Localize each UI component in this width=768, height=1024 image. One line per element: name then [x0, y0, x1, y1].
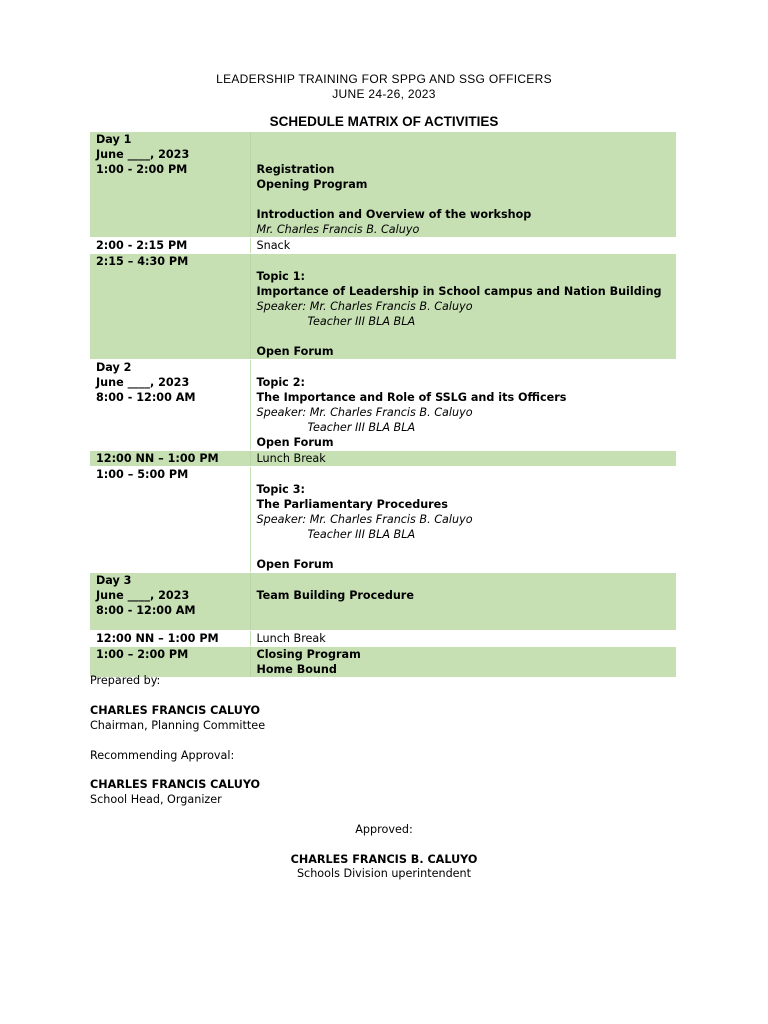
activity-label: Lunch Break: [256, 452, 326, 465]
time-label: 8:00 - 12:00 AM: [96, 604, 196, 617]
speaker-label: Speaker: Mr. Charles Francis B. Caluyo: [256, 300, 473, 313]
approved-label: Approved:: [355, 823, 413, 836]
date-label: June ____, 2023: [96, 589, 190, 602]
time-label: 1:00 – 2:00 PM: [96, 648, 189, 661]
topic-title: Importance of Leadership in School campus and Nation Building: [256, 285, 662, 298]
activity-label: Introduction and Overview of the workshop: [256, 208, 532, 221]
time-cell: [90, 238, 250, 254]
document-title: LEADERSHIP TRAINING FOR SPPG AND SSG OFFICERS: [216, 72, 552, 86]
approved-name: CHARLES FRANCIS B. CALUYO: [290, 853, 478, 866]
approved-title: Schools Division uperintendent: [296, 867, 472, 880]
activity-cell: [250, 360, 676, 451]
open-forum-label: Open Forum: [256, 558, 334, 571]
prepared-by-name: CHARLES FRANCIS CALUYO: [90, 704, 261, 717]
prepared-by-title: Chairman, Planning Committee: [90, 719, 266, 732]
activity-cell: [250, 238, 676, 254]
time-cell: [90, 360, 250, 451]
time-cell: [90, 451, 250, 467]
activity-cell: [250, 573, 676, 631]
recommending-title: School Head, Organizer: [90, 793, 222, 806]
speaker-position: Teacher III BLA BLA: [307, 315, 416, 328]
activity-cell: [250, 631, 676, 647]
date-label: June ____, 2023: [96, 376, 190, 389]
activity-label: Lunch Break: [256, 632, 326, 645]
table-row: [90, 132, 676, 238]
matrix-title: SCHEDULE MATRIX OF ACTIVITIES: [269, 114, 499, 129]
time-cell: [90, 467, 250, 573]
time-label: 2:00 - 2:15 PM: [96, 239, 188, 252]
time-label: 12:00 NN – 1:00 PM: [96, 632, 219, 645]
time-label: 2:15 – 4:30 PM: [96, 255, 189, 268]
speaker-label: Mr. Charles Francis B. Caluyo: [256, 223, 420, 236]
time-cell: [90, 573, 250, 631]
day-label: Day 3: [96, 574, 132, 587]
speaker-position: Teacher III BLA BLA: [307, 528, 416, 541]
topic-title: The Parliamentary Procedures: [256, 498, 448, 511]
topic-number: Topic 1:: [256, 270, 305, 283]
activity-cell: [250, 467, 676, 573]
day-label: Day 1: [96, 133, 132, 146]
table-row: [90, 631, 676, 647]
activity-cell: [250, 647, 676, 678]
topic-title: The Importance and Role of SSLG and its Officers: [256, 391, 567, 404]
table-row: [90, 467, 676, 573]
speaker-label: Speaker: Mr. Charles Francis B. Caluyo: [256, 406, 473, 419]
time-cell: [90, 631, 250, 647]
recommending-label: Recommending Approval:: [90, 749, 235, 762]
topic-number: Topic 3:: [256, 483, 305, 496]
time-cell: [90, 132, 250, 238]
time-label: 1:00 – 5:00 PM: [96, 468, 189, 481]
recommending-name: CHARLES FRANCIS CALUYO: [90, 778, 261, 791]
time-cell: [90, 254, 250, 360]
activity-label: Opening Program: [256, 178, 368, 191]
open-forum-label: Open Forum: [256, 345, 334, 358]
table-row: [90, 573, 676, 631]
activity-label: Snack: [256, 239, 291, 252]
schedule-table: [90, 131, 676, 678]
prepared-by-label: Prepared by:: [90, 674, 161, 687]
document-dates: JUNE 24-26, 2023: [332, 87, 436, 101]
activity-cell: [250, 132, 676, 238]
activity-cell: [250, 254, 676, 360]
open-forum-label: Open Forum: [256, 436, 334, 449]
activity-label: Home Bound: [256, 663, 337, 676]
day-label: Day 2: [96, 361, 132, 374]
topic-number: Topic 2:: [256, 376, 305, 389]
table-row: [90, 451, 676, 467]
table-row: [90, 647, 676, 678]
table-row: [90, 238, 676, 254]
activity-cell: [250, 451, 676, 467]
speaker-label: Speaker: Mr. Charles Francis B. Caluyo: [256, 513, 473, 526]
activity-label: Closing Program: [256, 648, 361, 661]
table-row: [90, 360, 676, 451]
speaker-position: Teacher III BLA BLA: [307, 421, 416, 434]
activity-label: Registration: [256, 163, 335, 176]
time-label: 8:00 - 12:00 AM: [96, 391, 196, 404]
date-label: June ____, 2023: [96, 148, 190, 161]
time-label: 12:00 NN – 1:00 PM: [96, 452, 219, 465]
time-label: 1:00 - 2:00 PM: [96, 163, 188, 176]
activity-label: Team Building Procedure: [256, 589, 414, 602]
table-row: [90, 254, 676, 360]
